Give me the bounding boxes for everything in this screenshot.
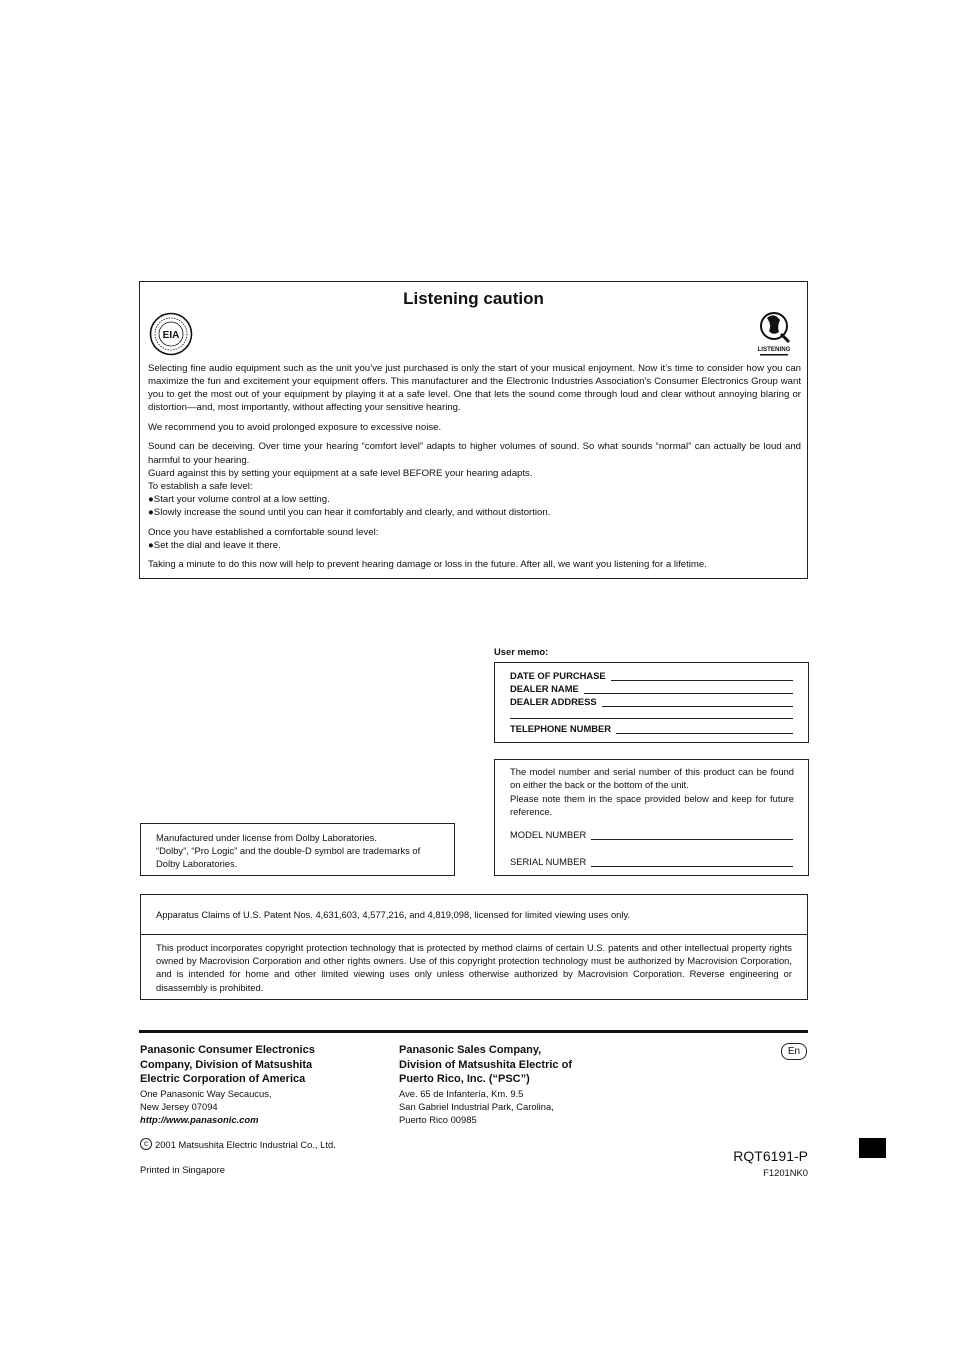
date-of-purchase-field[interactable] — [510, 670, 793, 681]
dealer-address-label: DEALER ADDRESS — [510, 696, 597, 707]
telephone-number-field[interactable] — [510, 723, 793, 734]
copyright-line — [140, 1138, 336, 1150]
language-badge: En — [781, 1043, 807, 1060]
copyright-protection-text: This product incorporates copyright protection technology that is protected by method claims of certain U.S. patents and other intellectual property rights owned by Macrovision Corporation and other rights owners. Use of this copyright protection technology must be authorized by Macrovision Corporation, and is intended for home and other limited viewing uses only unless otherwise authorized by Macrovision Corporation. Reverse engineering or disassembly is prohibited. — [156, 942, 792, 993]
dolby-license-text: Manufactured under license from Dolby Laboratories. “Dolby”, “Pro Logic” and the double-D symbol are trademarks of Dolby Laboratories. — [156, 832, 421, 869]
address-panasonic-america: Panasonic Consumer Electronics Company, Division of Matsushita Electric Corporation of America One Panasonic Way Secaucus, New Jersey 07094 http://www.panasonic.com — [140, 1043, 370, 1126]
caution-paragraph: Selecting fine audio equipment such as the unit you’ve just purchased is only the start of your musical enjoyment. Now it’s time to consider how you can maximize the fun and excitement your equipment offers. This manufacturer and the Electronic Industries Association’s Consumer Electronics Group want you to get the most out of your equipment by playing it at a safe level. One that lets the sound come through loud and clear without annoying blaring or distortion—and, most importantly, without affecting your sensitive hearing. — [148, 363, 801, 414]
caution-paragraph: We recommend you to avoid prolonged exposure to excessive noise. — [148, 421, 442, 433]
caution-body — [148, 362, 801, 571]
eia-logo — [149, 312, 193, 356]
patent-notice-box — [140, 894, 808, 1000]
serial-number-label: SERIAL NUMBER — [510, 856, 587, 867]
serial-number-field[interactable] — [510, 856, 793, 867]
caution-paragraph: Sound can be deceiving. Over time your hearing “comfort level” adapts to higher volumes of sound. So what sounds “normal” can actually be loud and harmful to your hearing. — [148, 441, 801, 466]
printed-in: Printed in Singapore — [140, 1164, 225, 1175]
patent-divider — [141, 934, 807, 935]
copyright-icon: c — [140, 1138, 152, 1150]
caution-paragraph: Taking a minute to do this now will help to prevent hearing damage or loss in the future. After all, we want you listening for a lifetime. — [148, 559, 707, 571]
dealer-address-line-2[interactable] — [510, 718, 793, 719]
copyright-text: 2001 Matsushita Electric Industrial Co., Ltd. — [155, 1138, 336, 1150]
footer-rule — [139, 1030, 808, 1033]
dealer-name-label: DEALER NAME — [510, 683, 579, 694]
dealer-name-field[interactable] — [510, 683, 793, 694]
caution-paragraph: To establish a safe level: — [148, 480, 253, 492]
date-of-purchase-label: DATE OF PURCHASE — [510, 670, 606, 681]
print-code: F1201NK0 — [763, 1167, 808, 1178]
caution-paragraph: Guard against this by setting your equipment at a safe level BEFORE your hearing adapts. — [148, 467, 533, 479]
edge-tab-marker — [859, 1138, 886, 1158]
svg-text:LISTENING: LISTENING — [757, 346, 791, 353]
patent-claims-text: Apparatus Claims of U.S. Patent Nos. 4,631,603, 4,577,216, and 4,819,098, licensed for limited viewing uses only. — [156, 909, 631, 920]
caution-bullet: ●Set the dial and leave it there. — [148, 539, 281, 551]
telephone-number-label: TELEPHONE NUMBER — [510, 723, 612, 734]
address-panasonic-puerto-rico: Panasonic Sales Company, Division of Matsushita Electric of Puerto Rico, Inc. (“PSC”) Ave. 65 de Infantería, Km. 9.5 San Gabriel Industrial Park, Carolina, Puerto Rico 00985 — [399, 1044, 572, 1125]
model-number-field[interactable] — [510, 829, 793, 840]
caution-bullet: ●Start your volume control at a low setting. — [148, 493, 330, 505]
dealer-address-field[interactable] — [510, 696, 793, 707]
model-number-label: MODEL NUMBER — [510, 829, 587, 840]
svg-text:EIA: EIA — [162, 330, 180, 341]
document-code: RQT6191-P — [733, 1148, 808, 1164]
caution-paragraph: Once you have established a comfortable sound level: — [148, 526, 379, 538]
model-serial-instructions: The model number and serial number of this product can be found on either the back or the bottom of the unit. Please note them in the space provided below and keep for future reference. — [510, 766, 794, 818]
dolby-license-box — [140, 823, 455, 876]
website-link[interactable]: http://www.panasonic.com — [140, 1113, 259, 1125]
listening-logo — [755, 310, 795, 358]
caution-bullet: ●Slowly increase the sound until you can hear it comfortably and clearly, and without distortion. — [148, 506, 551, 518]
model-serial-box — [494, 759, 809, 876]
listening-caution-box — [139, 281, 808, 579]
user-memo-box — [494, 662, 809, 743]
caution-title: Listening caution — [403, 289, 544, 308]
user-memo-label: User memo: — [494, 646, 549, 657]
